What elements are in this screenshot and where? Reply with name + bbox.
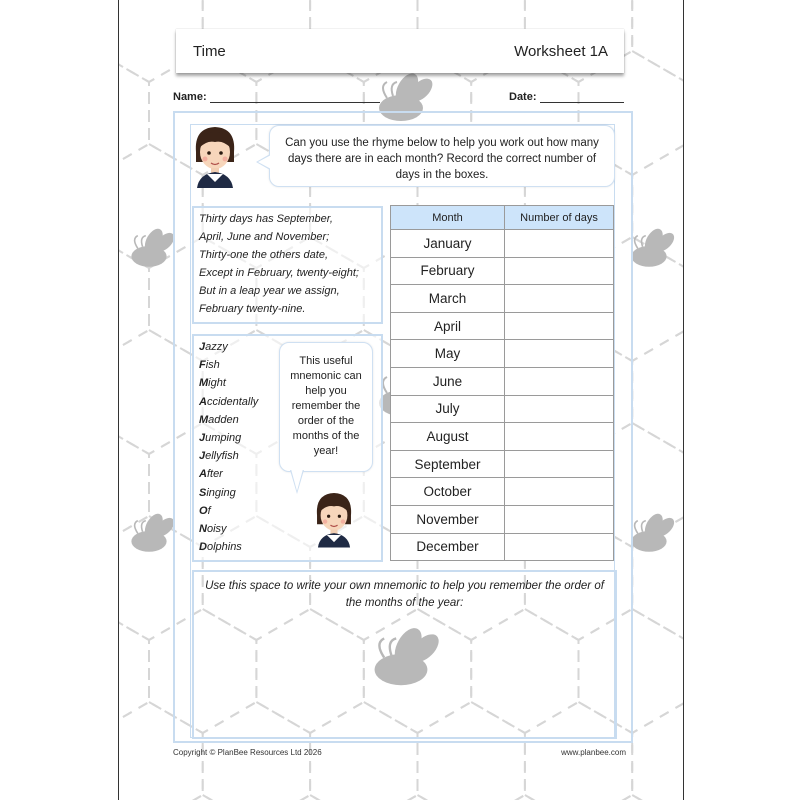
mnemonic-initial: M xyxy=(199,413,209,426)
mnemonic-rest: ccidentally xyxy=(206,395,259,408)
name-label: Name: xyxy=(173,91,207,103)
mnemonic-word xyxy=(199,396,258,408)
month-cell: June xyxy=(391,367,505,395)
month-cell: July xyxy=(391,395,505,423)
table-row xyxy=(391,505,614,533)
mnemonic-word xyxy=(199,523,227,535)
girl-avatar-icon xyxy=(187,122,243,188)
girl-avatar-small-icon xyxy=(309,486,359,550)
days-input-cell[interactable] xyxy=(505,450,614,478)
days-input-cell[interactable] xyxy=(505,478,614,506)
bee-watermark-icon xyxy=(131,511,177,552)
mnemonic-word xyxy=(199,432,241,444)
mnemonic-word xyxy=(199,468,223,480)
website-text: www.planbee.com xyxy=(561,748,626,757)
month-cell: January xyxy=(391,230,505,258)
table-row xyxy=(391,367,614,395)
table-row xyxy=(391,312,614,340)
rhyme-line: February twenty-nine. xyxy=(199,303,306,315)
mnemonic-word xyxy=(199,341,228,353)
date-field[interactable] xyxy=(509,91,624,103)
mnemonic-initial: S xyxy=(199,486,207,499)
name-line[interactable] xyxy=(210,91,380,103)
rhyme-line: Thirty-one the others date, xyxy=(199,249,329,261)
own-mnemonic-prompt: Use this space to write your own mnemonic to help you remember the order of the months of the year: xyxy=(205,580,604,609)
mnemonic-initial: J xyxy=(199,450,206,463)
table-row xyxy=(391,478,614,506)
mnemonic-initial: D xyxy=(199,541,207,554)
month-cell: March xyxy=(391,285,505,313)
days-input-cell[interactable] xyxy=(505,395,614,423)
days-input-cell[interactable] xyxy=(505,505,614,533)
bee-watermark-icon xyxy=(631,226,677,267)
days-input-cell[interactable] xyxy=(505,312,614,340)
month-column-header: Month xyxy=(391,206,505,230)
copyright-text: Copyright © PlanBee Resources Ltd 2026 xyxy=(173,748,322,757)
rhyme-line: Thirty days has September, xyxy=(199,213,333,225)
month-cell: September xyxy=(391,450,505,478)
mnemonic-initial: N xyxy=(199,523,207,535)
months-table xyxy=(390,205,614,561)
mnemonic-note-text: This useful mnemonic can help you remember the order of the months of the year! xyxy=(290,355,362,457)
title-bar xyxy=(176,29,624,73)
mnemonic-word xyxy=(199,414,239,426)
mnemonic-rest: olphins xyxy=(206,541,242,554)
mnemonic-rest: ellyfish xyxy=(205,450,239,463)
month-cell: February xyxy=(391,257,505,285)
mnemonic-rest: f xyxy=(207,504,211,517)
table-row xyxy=(391,257,614,285)
mnemonic-initial: A xyxy=(199,395,207,408)
bee-watermark-icon xyxy=(131,226,177,267)
mnemonic-initial: F xyxy=(199,359,206,372)
topic-title: Time xyxy=(193,43,226,60)
date-line[interactable] xyxy=(540,91,624,103)
mnemonic-word xyxy=(199,541,242,553)
days-input-cell[interactable] xyxy=(505,230,614,258)
mnemonic-rest: azzy xyxy=(205,341,228,353)
table-row xyxy=(391,533,614,561)
mnemonic-word xyxy=(199,487,236,499)
rhyme-line: But in a leap year we assign, xyxy=(199,285,340,297)
table-row xyxy=(391,230,614,258)
days-input-cell[interactable] xyxy=(505,340,614,368)
mnemonic-rest: umping xyxy=(205,432,242,444)
days-column-header: Number of days xyxy=(505,206,614,230)
mnemonic-rest: adden xyxy=(208,413,239,426)
mnemonic-rest: oisy xyxy=(206,523,227,535)
date-label: Date: xyxy=(509,91,537,103)
worksheet-page xyxy=(118,0,684,800)
mnemonic-rest: ight xyxy=(208,377,226,390)
mnemonic-initial: A xyxy=(199,468,207,481)
month-cell: April xyxy=(391,312,505,340)
mnemonic-initial: M xyxy=(199,377,209,390)
month-cell: November xyxy=(391,505,505,533)
mnemonic-rest: ish xyxy=(205,359,220,372)
mnemonic-rest: inging xyxy=(206,486,236,499)
table-row xyxy=(391,340,614,368)
month-cell: October xyxy=(391,478,505,506)
table-row xyxy=(391,423,614,451)
days-input-cell[interactable] xyxy=(505,533,614,561)
table-row xyxy=(391,285,614,313)
month-cell: May xyxy=(391,340,505,368)
rhyme-line: Except in February, twenty-eight; xyxy=(199,267,359,279)
instruction-text: Can you use the rhyme below to help you work out how many days there are in each month? Record the correct number of days in the boxes. xyxy=(285,137,599,181)
mnemonic-initial: O xyxy=(199,504,208,517)
mnemonic-word xyxy=(199,450,239,462)
days-input-cell[interactable] xyxy=(505,257,614,285)
days-input-cell[interactable] xyxy=(505,367,614,395)
month-cell: August xyxy=(391,423,505,451)
mnemonic-word xyxy=(199,505,211,517)
mnemonic-word xyxy=(199,359,220,371)
days-input-cell[interactable] xyxy=(505,423,614,451)
days-input-cell[interactable] xyxy=(505,285,614,313)
mnemonic-rest: fter xyxy=(206,468,223,481)
month-cell: December xyxy=(391,533,505,561)
instruction-bubble xyxy=(269,125,615,187)
name-field[interactable] xyxy=(173,91,380,103)
rhyme-box xyxy=(192,206,383,324)
bee-watermark-icon xyxy=(631,511,677,552)
table-row xyxy=(391,450,614,478)
rhyme-line: April, June and November; xyxy=(199,231,330,243)
mnemonic-word xyxy=(199,377,226,389)
mnemonic-initial: J xyxy=(199,341,206,353)
mnemonic-note-bubble xyxy=(279,342,373,472)
mnemonic-initial: J xyxy=(199,432,206,444)
worksheet-number: Worksheet 1A xyxy=(514,43,608,60)
own-mnemonic-box[interactable] xyxy=(192,570,617,739)
table-row xyxy=(391,395,614,423)
